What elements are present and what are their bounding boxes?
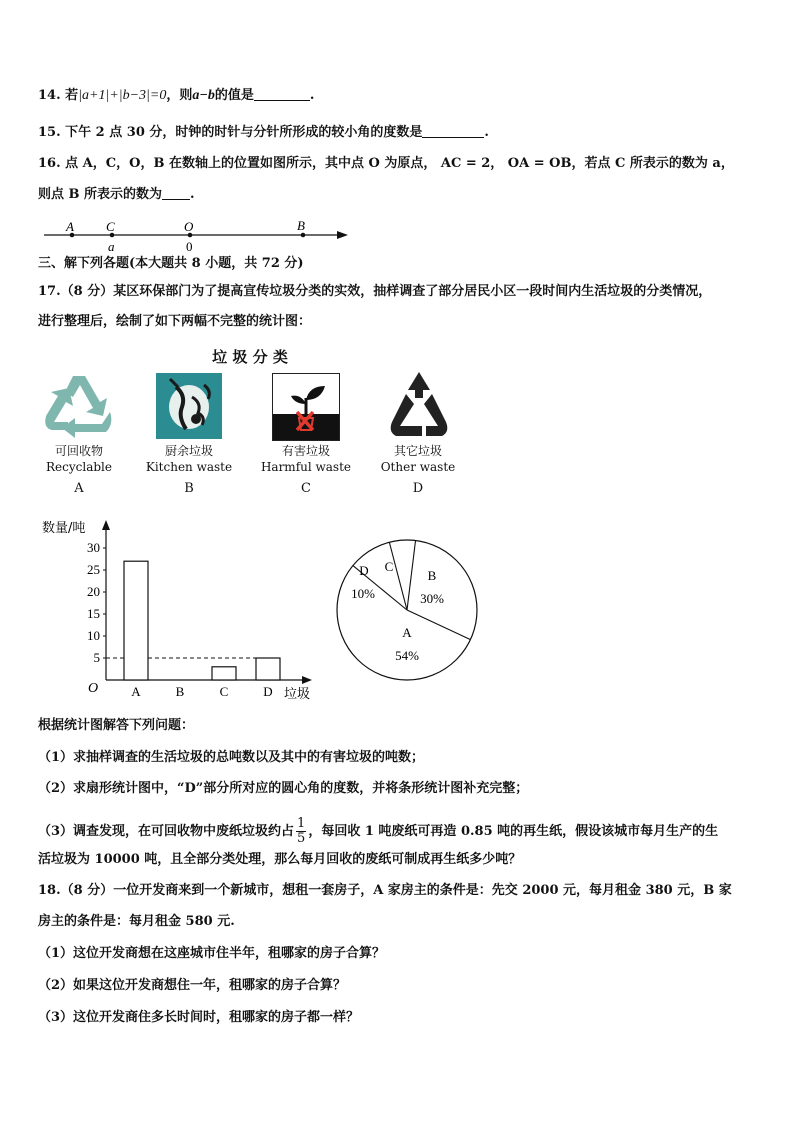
y-tick-label: 5 [93, 650, 100, 665]
label-o: O [184, 219, 194, 234]
category-b-caption: 厨余垃圾 Kitchen waste B [145, 444, 233, 496]
pie-percent-b: 30% [420, 591, 444, 606]
category-d-caption: 其它垃圾 Other waste D [380, 444, 456, 496]
question-17-line1: 17.（8 分）某区环保部门为了提高宣传垃圾分类的实效，抽样调查了部分居民小区一段时间内生活垃圾的分类情况， [38, 284, 712, 299]
label-c: C [106, 219, 115, 234]
question-number: 14. [38, 88, 61, 103]
y-tick-label: 15 [87, 606, 100, 621]
y-tick-label: 10 [87, 628, 100, 643]
question-17-sub3: （3）调查发现，在可回收物中废纸垃圾约占 $\frac{1}{5}$ ，每回收 1 吨废纸可再造 0.85 吨的再生纸，假设该城市每月生产的生 [38, 816, 719, 846]
other-waste-icon [386, 370, 452, 440]
bar-chart [38, 514, 328, 706]
question-17-sub1: （1）求抽样调查的生活垃圾的总吨数以及其中的有害垃圾的吨数； [38, 750, 425, 765]
question-14: 14. 若|a+1|+|b−3|=0，则a−b的值是 . [38, 88, 315, 103]
kitchen-waste-icon [156, 373, 222, 439]
y-tick-label: 20 [87, 584, 100, 599]
y-tick-label: 25 [87, 562, 100, 577]
question-16-line1: 16. 点 A，C，O，B 在数轴上的位置如图所示，其中点 O 为原点， AC = 2， OA = OB，若点 C 所表示的数为 a， [38, 156, 734, 171]
value-a: a [108, 239, 115, 254]
y-axis-arrow-icon [102, 520, 110, 530]
figure-title: 垃 圾 分 类 [212, 348, 288, 366]
category-c-caption: 有害垃圾 Harmful waste C [260, 444, 352, 496]
question-18-line1: 18.（8 分）一位开发商来到一个新城市，想租一套房子，A 家房主的条件是：先交 2000 元，每月租金 380 元，B 家 [38, 883, 732, 898]
pie-chart [330, 536, 486, 684]
origin-label: O [88, 681, 99, 696]
question-17-prompt: 根据统计图解答下列问题： [38, 718, 195, 733]
bar-chart-ylabel: 数量/吨 [42, 521, 86, 536]
arrow-head-icon [337, 231, 348, 239]
pie-label-d: D [359, 563, 369, 578]
y-tick-label: 30 [87, 540, 100, 555]
question-18-line2: 房主的条件是：每月租金 580 元. [38, 914, 235, 929]
section-title: 三、解下列各题(本大题共 8 小题，共 72 分) [38, 256, 304, 271]
question-17-sub3-cont: 活垃圾为 10000 吨，且全部分类处理，那么每月回收的废纸可制成再生纸多少吨？ [38, 852, 522, 867]
answer-blank[interactable] [254, 88, 310, 101]
x-tick-label: C [219, 684, 229, 699]
pie-percent-d: 10% [351, 586, 375, 601]
pie-label-c: C [384, 559, 394, 574]
question-17-sub2: （2）求扇形统计图中，“D”部分所对应的圆心角的度数，并将条形统计图补充完整； [38, 781, 529, 796]
question-15: 15. 下午 2 点 30 分，时钟的时针与分针所形成的较小角的度数是 . [38, 125, 489, 140]
pie-percent-a: 54% [395, 648, 419, 663]
recycle-icon [40, 372, 118, 440]
bar-d [256, 658, 280, 680]
x-axis-arrow-icon [302, 676, 312, 684]
category-a-caption: 可回收物 Recyclable A [46, 444, 112, 496]
bar-c [212, 667, 236, 680]
question-18-sub3: （3）这位开发商住多长时间时，租哪家的房子都一样？ [38, 1010, 360, 1025]
question-16-line2: 则点 B 所表示的数为 . [38, 187, 195, 202]
x-tick-label: A [131, 684, 141, 699]
pie-label-b: B [427, 568, 437, 583]
pie-label-a: A [402, 625, 412, 640]
label-a: A [66, 219, 74, 234]
equation: |a+1|+|b−3|=0 [78, 88, 167, 103]
value-zero: 0 [186, 239, 193, 254]
bar-chart-xlabel: 垃圾 [284, 686, 311, 701]
x-tick-label: D [263, 684, 273, 699]
answer-blank[interactable] [162, 187, 190, 200]
answer-blank[interactable] [422, 125, 484, 138]
question-18-sub2: （2）如果这位开发商想住一年，租哪家的房子合算？ [38, 978, 347, 993]
harmful-waste-icon [272, 373, 340, 441]
point-b [301, 233, 306, 238]
fraction: $\frac{1}{5}$ [297, 816, 306, 846]
question-17-line2: 进行整理后，绘制了如下两幅不完整的统计图： [38, 314, 312, 329]
x-tick-label: B [175, 684, 185, 699]
number-line-figure [38, 218, 358, 256]
question-18-sub1: （1）这位开发商想在这座城市住半年，租哪家的房子合算？ [38, 946, 386, 961]
bar-a [124, 561, 148, 680]
label-b: B [297, 218, 305, 233]
